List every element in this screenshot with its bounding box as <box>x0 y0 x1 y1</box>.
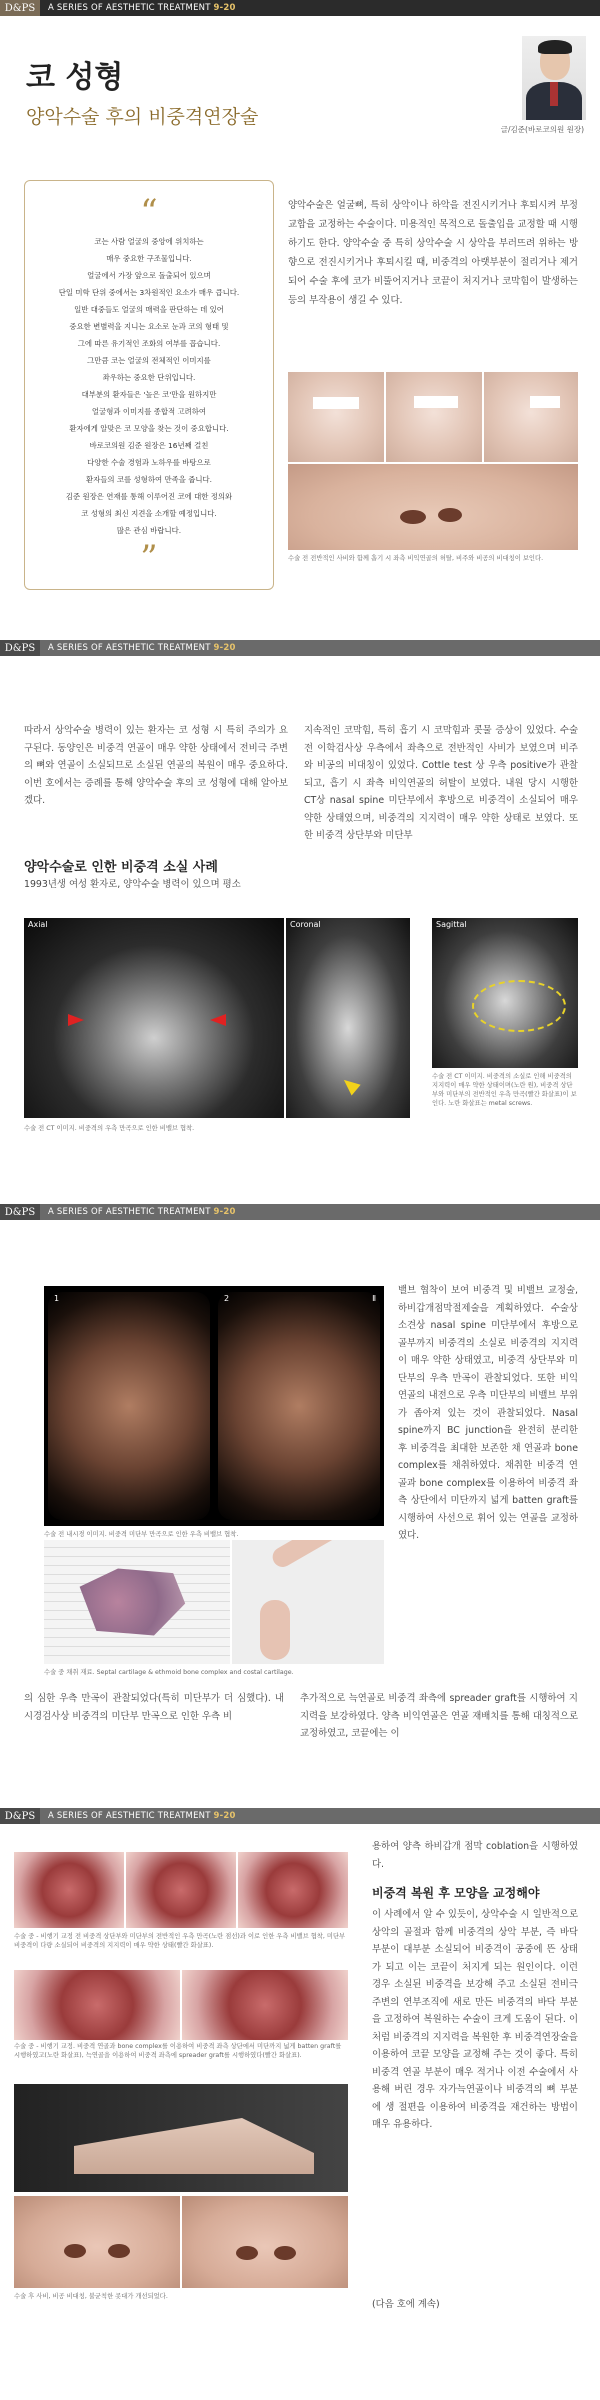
quote-line: 매우 중요한 구조물입니다. <box>106 254 192 263</box>
quote-close-mark: ” <box>140 538 158 578</box>
pre-op-photo-side <box>484 372 578 462</box>
pre-op-photo-caption: 수술 전 전반적인 사비와 함께 흡기 시 좌측 비익연골의 허탈, 비주와 비공의 비대칭이 보인다. <box>288 555 544 562</box>
ct-coronal-image <box>286 918 410 1118</box>
yellow-arrow-icon <box>339 1074 360 1095</box>
quote-line: 좌우하는 중요한 단위입니다. <box>102 373 196 382</box>
series-title-3: A SERIES OF AESTHETIC TREATMENT 9-20 <box>48 1207 236 1217</box>
surgery-text-right: 밸브 협착이 보여 비중격 및 비밸브 교정술, 하비갑개점막절제술을 계획하였다. 수술상 소견상 nasal spine 미단부에서 후방으로 골부까지 비중격의 소실로 비중격의 지지력이 매우 약한 상태였고, 비중격 상단부와 미단부의 우측 만곡이 관찰되었다. 또한 비익연골의 내전으로 우측 미단부의 비밸브 부위가 좁아져 있는 것이 관찰되었다. Nasal spine까지 BC junction을 완전히 분리한 후 비중격을 최대한 보존한 채 연골과 bone complex를 채취하였다. 채취한 비중격 연골과 bone complex를 이용하여 비중격 좌측 상단에서 미단까지 넓게 batten graft를 시행하여 사선으로 휘어 있는 연골을 교정하였다. <box>398 1285 578 1541</box>
quote-line: 중요한 변별력을 지니는 요소로 눈과 코의 형태 및 <box>69 322 229 331</box>
endo-label-3: Ⅱ <box>372 1294 376 1303</box>
quote-line: 얼굴에서 가장 앞으로 돌출되어 있으며 <box>87 271 211 280</box>
section-heading: 비중격 복원 후 모양을 교정해야 <box>372 1886 540 1900</box>
quote-line: 환자들의 코를 성형하여 만족을 줍니다. <box>86 475 212 484</box>
quote-line: 얼굴형과 이미지를 종합적 고려하여 <box>91 407 207 416</box>
intro-paragraph: 양악수술은 얼굴뼈, 특히 상악이나 하악을 전진시키거나 후퇴시켜 부정교합을 교정하는 수술이다. 미용적인 목적으로 돌출입을 교정할 때 시행하기도 한다. 양악수술 중 특히 상악수술 시 상악을 부러뜨려 위하는 방향으로 전진시키거나 후퇴시킬 때, 비중격의 아랫부분이 절리거나 제거되어 수술 후에 코가 비뚤어지거나 코끝이 처지거나 코막힘이 발생하는 등의 부작용이 생길 수 있다. <box>288 200 578 306</box>
graft-caption: 수술 중 채취 재료. Septal cartilage & ethmoid bone complex and costal cartilage. <box>44 1669 294 1676</box>
series-header-3 <box>0 1204 600 1220</box>
op-caption-1: 수술 중 - 비행기 교정 전 비중격 상단부와 미단부의 전반적인 우측 만곡(노란 점선)과 이로 인한 우측 비밸브 협착, 미단부 비중격이 다량 소실되어 비중격의 지지력이 매우 약한 상태(빨간 화살표). <box>14 1933 346 1949</box>
quote-line: 코 성형의 최신 지견을 소개할 예정입니다. <box>81 509 217 518</box>
case-heading: 양악수술로 인한 비중격 소실 사례 <box>24 860 218 875</box>
endo-label-1: 1 <box>54 1294 60 1303</box>
post-op-base-photo-after <box>182 2196 348 2288</box>
ct-sagittal-caption: 수술 전 CT 이미지. 비중격의 소실로 인해 비중격의 지지력이 매우 약한 상태이며(노란 원), 비중격 상단부와 미단부의 전반적인 우측 만곡(빨간 화살표)이 보인다. 노란 화살표는 metal screws. <box>432 1073 577 1107</box>
ct-coronal-label: Coronal <box>290 920 321 929</box>
page-subtitle: 양악수술 후의 비중격연장술 <box>26 106 259 128</box>
quote-line: 많은 관심 바랍니다. <box>116 526 182 535</box>
page-title: 코 성형 <box>26 60 124 95</box>
coblation-text: 용하여 양측 하비갑개 점막 coblation을 시행하였다. <box>372 1841 578 1870</box>
endoscope-image-2 <box>218 1292 380 1520</box>
endoscope-caption: 수술 전 내시경 이미지. 비중격 미단부 만곡으로 인한 우측 비밸브 협착. <box>44 1531 239 1538</box>
red-arrow-icon <box>210 1014 226 1026</box>
op-photo-2a <box>14 1970 180 2040</box>
brand-logo: D&PS <box>0 0 40 16</box>
endoscope-panel <box>44 1286 384 1526</box>
op-caption-2: 수술 중 - 비행기 교정. 비중격 연골과 bone complex를 이용하여 비중격 좌측 상단에서 미단까지 넓게 batten graft를 시행하였고(노란 화살표), 늑연골을 이용하여 비중격 좌측에 spreader graft를 시행하였다(빨간 화살표). <box>14 2043 342 2059</box>
op-photo-2b <box>182 1970 348 2040</box>
pre-op-photo-oblique <box>386 372 482 462</box>
ct-sagittal-label: Sagittal <box>436 920 467 929</box>
brand-logo-4: D&PS <box>0 1808 40 1824</box>
author-photo <box>522 36 586 120</box>
quote-line: 단일 미학 단위 중에서는 3차원적인 요소가 매우 큽니다. <box>58 288 240 297</box>
author-credit: 글/김준(바로코의원 원장) <box>500 125 584 134</box>
endoscope-image-1 <box>48 1292 210 1520</box>
series-title: A SERIES OF AESTHETIC TREATMENT 9-20 <box>48 3 236 13</box>
op-photo-1c <box>238 1852 348 1928</box>
quote-line: 일반 대중들도 얼굴의 매력을 판단하는 데 있어 <box>74 305 224 314</box>
ct-axial-label: Axial <box>28 920 48 929</box>
quote-line: 그에 따른 유기적인 조화의 여부를 꼽습니다. <box>77 339 221 348</box>
conclusion-text: 이 사례에서 알 수 있듯이, 상악수술 시 일반적으로 상악의 골절과 함께 비중격의 상악 부분, 즉 바닥 부분이 대부분 소실되어 비중격이 공중에 뜬 상태가 되고 이는 코끝이 처지게 되는 원인이다. 이런 경우 소실된 비중격을 보강해 주고 소실된 전비극 주변의 연부조직에 새로 만든 비중격의 바닥 부분을 고정하여 복원하는 수술이 크게 도움이 된다. 이처럼 비중격의 지지력을 복원한 후 비중격연장술을 이용하여 코끝 모양을 교정해 주는 것이 좋다. 특히 비중격 연골 부분이 매우 적거나 이전 수술에서 사용해 버린 경우 자가늑연골이나 비중격의 뼈 부분에 생 절편을 이용하여 비중격을 재건하는 방법이 매우 유용하다. <box>372 1909 578 2130</box>
quote-line: 다양한 수술 경험과 노하우를 바탕으로 <box>87 458 211 467</box>
ct-axial-image <box>24 918 284 1118</box>
series-title-2: A SERIES OF AESTHETIC TREATMENT 9-20 <box>48 643 236 653</box>
quote-text <box>25 233 273 539</box>
red-arrow-icon <box>68 1014 84 1026</box>
post-op-profile-photo <box>14 2084 348 2192</box>
case-intro-left: 따라서 상악수술 병력이 있는 환자는 코 성형 시 특히 주의가 요구된다. 동양인은 비중격 연골이 매우 약한 상태에서 전비극 주변의 뼈와 연골이 소실되므로 소실된 연골의 복원이 매우 중요하다. 이번 호에서는 증례를 통해 양악수술 후의 코 성형에 대해 알아보겠다. <box>24 725 288 806</box>
ct-sagittal-image <box>432 918 578 1068</box>
case-first-line: 1993년생 여성 환자로, 양악수술 병력이 있으며 평소 <box>24 879 241 890</box>
series-title-4: A SERIES OF AESTHETIC TREATMENT 9-20 <box>48 1811 236 1821</box>
quote-line: 바로코의원 김준 원장은 16년째 걸친 <box>89 441 209 450</box>
quote-line: 김준 원장은 연재를 통해 이루어진 코에 대한 정의와 <box>65 492 233 501</box>
post-op-caption: 수술 후 사비, 비공 비대칭, 불균칙한 콧대가 개선되었다. <box>14 2293 168 2300</box>
brand-logo-3: D&PS <box>0 1204 40 1220</box>
quote-box <box>24 180 274 590</box>
quote-line: 코는 사람 얼굴의 중앙에 위치하는 <box>94 237 204 246</box>
pre-op-photo-front <box>288 372 384 462</box>
quote-line: 환자에게 알맞은 코 모양을 찾는 것이 중요합니다. <box>69 424 229 433</box>
op-photo-1b <box>126 1852 236 1928</box>
endo-label-2: 2 <box>224 1294 230 1303</box>
pre-op-photo-base <box>288 464 578 550</box>
quote-line: 그만큼 코는 얼굴의 전체적인 이미지를 <box>87 356 211 365</box>
series-header-1 <box>0 0 600 16</box>
post-op-base-photo-before <box>14 2196 180 2288</box>
ct-caption: 수술 전 CT 이미지. 비중격의 우측 만곡으로 인한 비밸브 협착. <box>24 1125 195 1132</box>
case-intro-right: 지속적인 코막힘, 특히 흡기 시 코막힘과 콧물 증상이 있었다. 수술 전 이학검사상 우측에서 좌측으로 전반적인 사비가 보였으며 비주와 비공의 비대칭이 있었다. Cottle test 상 우측 positive가 관찰되고, 흡기 시 좌측 비익연골의 허탈이 보였다. 내원 당시 시행한 CT상 nasal spine 미단부에서 후방으로 비중격이 소실되어 매우 약한 상태였으며, 비중격의 지지력이 매우 약한 상태로 보였다. 또한 비중격 상단부와 미단부 <box>304 725 578 841</box>
brand-logo-2: D&PS <box>0 640 40 656</box>
surgery-text-bottom-left: 의 심한 우측 만곡이 관찰되었다(특히 미단부가 더 심했다). 내시경검사상 비중격의 미단부 만곡으로 인한 우측 비 <box>24 1693 284 1722</box>
series-header-2 <box>0 640 600 656</box>
series-header-4 <box>0 1808 600 1824</box>
graft-photo-septal <box>44 1540 230 1664</box>
graft-photo-costal <box>232 1540 384 1664</box>
quote-open-mark: “ <box>140 192 158 232</box>
continued-note: (다음 호에 계속) <box>372 2299 440 2310</box>
yellow-circle-mark <box>472 980 566 1032</box>
quote-line: 대부분의 환자들은 '높은 코'만을 원하지만 <box>81 390 217 399</box>
surgery-text-bottom-right: 추가적으로 늑연골로 비중격 좌측에 spreader graft를 시행하여 지지력을 보강하였다. 양측 비익연골은 연골 재배치를 통해 대칭적으로 교정하였고, 코끝에는 이 <box>300 1693 578 1739</box>
op-photo-1a <box>14 1852 124 1928</box>
